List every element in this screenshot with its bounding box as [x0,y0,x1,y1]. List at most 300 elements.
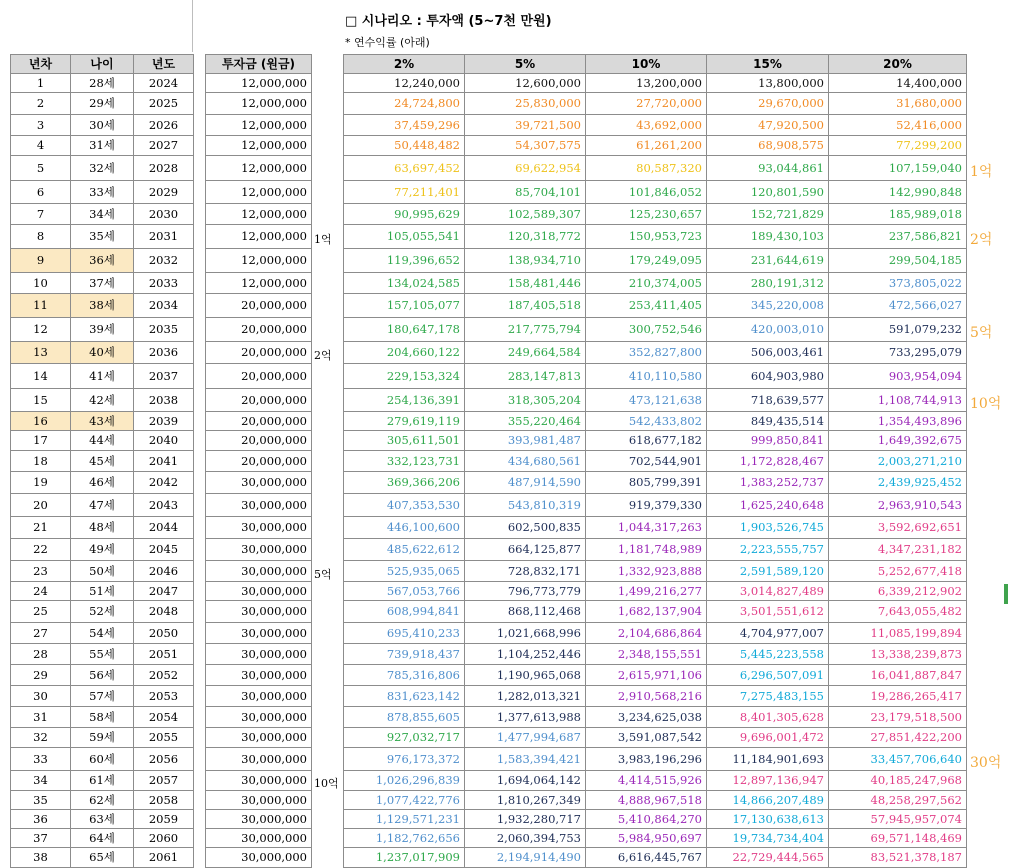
cell-result[interactable]: 61,261,200 [586,136,707,156]
cell-year[interactable]: 2032 [134,249,194,273]
cell-year[interactable]: 2034 [134,294,194,318]
cell-age[interactable]: 60세 [71,748,134,771]
cell-principal[interactable]: 30,000,000 [206,665,312,686]
cell-n[interactable]: 20 [11,494,71,517]
cell-result[interactable]: 120,318,772 [465,225,586,249]
cell-result[interactable]: 11,085,199,894 [829,623,967,644]
cell-year[interactable]: 2024 [134,74,194,93]
cell-result[interactable]: 739,918,437 [344,644,465,665]
cell-age[interactable]: 38세 [71,294,134,318]
cell-result[interactable]: 16,041,887,847 [829,665,967,686]
cell-result[interactable]: 373,805,022 [829,273,967,294]
cell-result[interactable]: 543,810,319 [465,494,586,517]
cell-year[interactable]: 2050 [134,623,194,644]
cell-year[interactable]: 2026 [134,115,194,136]
cell-result[interactable]: 604,903,980 [707,364,829,389]
cell-principal[interactable]: 30,000,000 [206,848,312,868]
cell-n[interactable]: 23 [11,561,71,582]
cell-result[interactable]: 305,611,501 [344,431,465,451]
cell-principal[interactable]: 30,000,000 [206,539,312,561]
cell-principal[interactable]: 20,000,000 [206,451,312,472]
cell-result[interactable]: 25,830,000 [465,93,586,115]
cell-year[interactable]: 2052 [134,665,194,686]
cell-result[interactable]: 12,600,000 [465,74,586,93]
header-rate-15[interactable]: 15% [707,55,829,74]
cell-result[interactable]: 24,724,800 [344,93,465,115]
cell-result[interactable]: 1,129,571,231 [344,810,465,829]
cell-result[interactable]: 695,410,233 [344,623,465,644]
cell-result[interactable]: 352,827,800 [586,342,707,364]
cell-result[interactable]: 618,677,182 [586,431,707,451]
cell-result[interactable]: 1,172,828,467 [707,451,829,472]
cell-year[interactable]: 2027 [134,136,194,156]
cell-result[interactable]: 1,026,296,839 [344,771,465,791]
cell-n[interactable]: 4 [11,136,71,156]
cell-age[interactable]: 45세 [71,451,134,472]
cell-result[interactable]: 903,954,094 [829,364,967,389]
cell-result[interactable]: 1,477,994,687 [465,728,586,748]
cell-principal[interactable]: 20,000,000 [206,318,312,342]
cell-principal[interactable]: 30,000,000 [206,644,312,665]
cell-age[interactable]: 49세 [71,539,134,561]
cell-result[interactable]: 332,123,731 [344,451,465,472]
cell-result[interactable]: 283,147,813 [465,364,586,389]
cell-result[interactable]: 1,182,762,656 [344,829,465,848]
cell-result[interactable]: 3,501,551,612 [707,601,829,623]
cell-result[interactable]: 280,191,312 [707,273,829,294]
cell-n[interactable]: 13 [11,342,71,364]
cell-result[interactable]: 14,400,000 [829,74,967,93]
cell-age[interactable]: 31세 [71,136,134,156]
cell-result[interactable]: 83,521,378,187 [829,848,967,868]
cell-result[interactable]: 40,185,247,968 [829,771,967,791]
cell-result[interactable]: 150,953,723 [586,225,707,249]
cell-principal[interactable]: 30,000,000 [206,517,312,539]
cell-result[interactable]: 48,258,297,562 [829,791,967,810]
cell-principal[interactable]: 30,000,000 [206,601,312,623]
cell-result[interactable]: 27,720,000 [586,93,707,115]
cell-year[interactable]: 2057 [134,771,194,791]
cell-principal[interactable]: 12,000,000 [206,93,312,115]
cell-age[interactable]: 35세 [71,225,134,249]
cell-result[interactable]: 345,220,008 [707,294,829,318]
cell-n[interactable]: 25 [11,601,71,623]
cell-age[interactable]: 57세 [71,686,134,707]
cell-result[interactable]: 2,439,925,452 [829,472,967,494]
cell-result[interactable]: 3,983,196,296 [586,748,707,771]
cell-age[interactable]: 40세 [71,342,134,364]
cell-principal[interactable]: 12,000,000 [206,156,312,181]
header-principal[interactable]: 투자금 (원금) [206,55,312,74]
cell-result[interactable]: 13,200,000 [586,74,707,93]
cell-result[interactable]: 1,810,267,349 [465,791,586,810]
cell-result[interactable]: 204,660,122 [344,342,465,364]
cell-result[interactable]: 6,616,445,767 [586,848,707,868]
cell-year[interactable]: 2061 [134,848,194,868]
cell-n[interactable]: 36 [11,810,71,829]
cell-result[interactable]: 5,984,950,697 [586,829,707,848]
cell-result[interactable]: 119,396,652 [344,249,465,273]
cell-result[interactable]: 120,801,590 [707,181,829,204]
cell-year[interactable]: 2044 [134,517,194,539]
cell-principal[interactable]: 12,000,000 [206,74,312,93]
cell-principal[interactable]: 12,000,000 [206,273,312,294]
cell-result[interactable]: 1,625,240,648 [707,494,829,517]
cell-result[interactable]: 976,173,372 [344,748,465,771]
cell-result[interactable]: 189,430,103 [707,225,829,249]
cell-principal[interactable]: 20,000,000 [206,294,312,318]
cell-result[interactable]: 999,850,841 [707,431,829,451]
cell-result[interactable]: 17,130,638,613 [707,810,829,829]
cell-result[interactable]: 19,286,265,417 [829,686,967,707]
cell-result[interactable]: 12,240,000 [344,74,465,93]
cell-result[interactable]: 5,445,223,558 [707,644,829,665]
cell-result[interactable]: 1,354,493,896 [829,412,967,431]
cell-year[interactable]: 2036 [134,342,194,364]
cell-n[interactable]: 3 [11,115,71,136]
cell-n[interactable]: 9 [11,249,71,273]
cell-result[interactable]: 249,664,584 [465,342,586,364]
cell-result[interactable]: 152,721,829 [707,204,829,225]
cell-result[interactable]: 6,339,212,902 [829,582,967,601]
header-rate-10[interactable]: 10% [586,55,707,74]
cell-result[interactable]: 300,752,546 [586,318,707,342]
cell-result[interactable]: 54,307,575 [465,136,586,156]
cell-year[interactable]: 2046 [134,561,194,582]
cell-result[interactable]: 77,299,200 [829,136,967,156]
cell-principal[interactable]: 30,000,000 [206,686,312,707]
cell-n[interactable]: 35 [11,791,71,810]
cell-result[interactable]: 158,481,446 [465,273,586,294]
cell-result[interactable]: 1,682,137,904 [586,601,707,623]
cell-n[interactable]: 19 [11,472,71,494]
cell-year[interactable]: 2043 [134,494,194,517]
cell-n[interactable]: 22 [11,539,71,561]
cell-age[interactable]: 56세 [71,665,134,686]
cell-principal[interactable]: 30,000,000 [206,494,312,517]
cell-n[interactable]: 17 [11,431,71,451]
cell-result[interactable]: 567,053,766 [344,582,465,601]
cell-result[interactable]: 19,734,734,404 [707,829,829,848]
cell-year[interactable]: 2039 [134,412,194,431]
cell-result[interactable]: 434,680,561 [465,451,586,472]
cell-result[interactable]: 187,405,518 [465,294,586,318]
cell-result[interactable]: 52,416,000 [829,115,967,136]
cell-year[interactable]: 2060 [134,829,194,848]
cell-result[interactable]: 2,348,155,551 [586,644,707,665]
cell-n[interactable]: 31 [11,707,71,728]
cell-principal[interactable]: 30,000,000 [206,829,312,848]
cell-result[interactable]: 1,181,748,989 [586,539,707,561]
cell-n[interactable]: 12 [11,318,71,342]
cell-result[interactable]: 7,275,483,155 [707,686,829,707]
header-rate-5[interactable]: 5% [465,55,586,74]
header-year[interactable]: 년도 [134,55,194,74]
cell-n[interactable]: 21 [11,517,71,539]
cell-result[interactable]: 134,024,585 [344,273,465,294]
cell-principal[interactable]: 20,000,000 [206,364,312,389]
header-age[interactable]: 나이 [71,55,134,74]
cell-result[interactable]: 50,448,482 [344,136,465,156]
cell-result[interactable]: 31,680,000 [829,93,967,115]
cell-n[interactable]: 33 [11,748,71,771]
cell-age[interactable]: 42세 [71,389,134,412]
cell-result[interactable]: 849,435,514 [707,412,829,431]
cell-year[interactable]: 2048 [134,601,194,623]
cell-result[interactable]: 39,721,500 [465,115,586,136]
cell-result[interactable]: 85,704,101 [465,181,586,204]
cell-age[interactable]: 46세 [71,472,134,494]
cell-result[interactable]: 47,920,500 [707,115,829,136]
cell-n[interactable]: 24 [11,582,71,601]
cell-result[interactable]: 2,910,568,216 [586,686,707,707]
cell-result[interactable]: 157,105,077 [344,294,465,318]
header-rate-20[interactable]: 20% [829,55,967,74]
cell-n[interactable]: 6 [11,181,71,204]
cell-age[interactable]: 64세 [71,829,134,848]
cell-result[interactable]: 796,773,779 [465,582,586,601]
cell-result[interactable]: 254,136,391 [344,389,465,412]
cell-year[interactable]: 2041 [134,451,194,472]
cell-result[interactable]: 210,374,005 [586,273,707,294]
cell-principal[interactable]: 20,000,000 [206,412,312,431]
cell-result[interactable]: 253,411,405 [586,294,707,318]
cell-principal[interactable]: 12,000,000 [206,204,312,225]
cell-age[interactable]: 32세 [71,156,134,181]
cell-result[interactable]: 4,704,977,007 [707,623,829,644]
cell-result[interactable]: 7,643,055,482 [829,601,967,623]
cell-result[interactable]: 472,566,027 [829,294,967,318]
cell-n[interactable]: 14 [11,364,71,389]
cell-result[interactable]: 14,866,207,489 [707,791,829,810]
cell-n[interactable]: 30 [11,686,71,707]
cell-year[interactable]: 2033 [134,273,194,294]
cell-result[interactable]: 1,377,613,988 [465,707,586,728]
cell-result[interactable]: 43,692,000 [586,115,707,136]
cell-year[interactable]: 2053 [134,686,194,707]
cell-result[interactable]: 927,032,717 [344,728,465,748]
cell-result[interactable]: 1,583,394,421 [465,748,586,771]
cell-result[interactable]: 3,592,692,651 [829,517,967,539]
cell-result[interactable]: 868,112,468 [465,601,586,623]
cell-result[interactable]: 542,433,802 [586,412,707,431]
cell-result[interactable]: 473,121,638 [586,389,707,412]
cell-principal[interactable]: 12,000,000 [206,249,312,273]
cell-result[interactable]: 2,615,971,106 [586,665,707,686]
cell-result[interactable]: 69,622,954 [465,156,586,181]
cell-age[interactable]: 30세 [71,115,134,136]
cell-result[interactable]: 5,252,677,418 [829,561,967,582]
cell-result[interactable]: 299,504,185 [829,249,967,273]
cell-result[interactable]: 487,914,590 [465,472,586,494]
cell-result[interactable]: 831,623,142 [344,686,465,707]
cell-result[interactable]: 77,211,401 [344,181,465,204]
cell-result[interactable]: 446,100,600 [344,517,465,539]
cell-result[interactable]: 602,500,835 [465,517,586,539]
cell-age[interactable]: 28세 [71,74,134,93]
cell-result[interactable]: 1,044,317,263 [586,517,707,539]
cell-result[interactable]: 22,729,444,565 [707,848,829,868]
cell-principal[interactable]: 30,000,000 [206,728,312,748]
cell-year[interactable]: 2030 [134,204,194,225]
cell-year[interactable]: 2028 [134,156,194,181]
cell-result[interactable]: 1,649,392,675 [829,431,967,451]
cell-result[interactable]: 664,125,877 [465,539,586,561]
cell-result[interactable]: 107,159,040 [829,156,967,181]
cell-n[interactable]: 29 [11,665,71,686]
cell-result[interactable]: 2,104,686,864 [586,623,707,644]
cell-result[interactable]: 3,014,827,489 [707,582,829,601]
cell-n[interactable]: 27 [11,623,71,644]
cell-age[interactable]: 33세 [71,181,134,204]
cell-result[interactable]: 33,457,706,640 [829,748,967,771]
cell-age[interactable]: 51세 [71,582,134,601]
cell-result[interactable]: 318,305,204 [465,389,586,412]
cell-principal[interactable]: 30,000,000 [206,810,312,829]
cell-result[interactable]: 718,639,577 [707,389,829,412]
cell-year[interactable]: 2054 [134,707,194,728]
cell-principal[interactable]: 30,000,000 [206,472,312,494]
cell-result[interactable]: 102,589,307 [465,204,586,225]
cell-result[interactable]: 185,989,018 [829,204,967,225]
cell-result[interactable]: 138,934,710 [465,249,586,273]
cell-result[interactable]: 506,003,461 [707,342,829,364]
cell-age[interactable]: 59세 [71,728,134,748]
cell-result[interactable]: 608,994,841 [344,601,465,623]
cell-year[interactable]: 2058 [134,791,194,810]
cell-result[interactable]: 1,190,965,068 [465,665,586,686]
cell-result[interactable]: 37,459,296 [344,115,465,136]
cell-age[interactable]: 47세 [71,494,134,517]
cell-age[interactable]: 52세 [71,601,134,623]
cell-age[interactable]: 44세 [71,431,134,451]
cell-result[interactable]: 2,591,589,120 [707,561,829,582]
cell-result[interactable]: 3,591,087,542 [586,728,707,748]
cell-result[interactable]: 11,184,901,693 [707,748,829,771]
cell-result[interactable]: 3,234,625,038 [586,707,707,728]
cell-age[interactable]: 39세 [71,318,134,342]
cell-principal[interactable]: 12,000,000 [206,225,312,249]
cell-year[interactable]: 2056 [134,748,194,771]
cell-n[interactable]: 8 [11,225,71,249]
cell-result[interactable]: 591,079,232 [829,318,967,342]
cell-result[interactable]: 1,104,252,446 [465,644,586,665]
cell-result[interactable]: 142,990,848 [829,181,967,204]
cell-result[interactable]: 279,619,119 [344,412,465,431]
cell-result[interactable]: 1,077,422,776 [344,791,465,810]
cell-principal[interactable]: 20,000,000 [206,389,312,412]
cell-age[interactable]: 34세 [71,204,134,225]
cell-year[interactable]: 2045 [134,539,194,561]
cell-result[interactable]: 525,935,065 [344,561,465,582]
cell-n[interactable]: 1 [11,74,71,93]
cell-age[interactable]: 65세 [71,848,134,868]
cell-result[interactable]: 2,003,271,210 [829,451,967,472]
cell-result[interactable]: 9,696,001,472 [707,728,829,748]
cell-principal[interactable]: 30,000,000 [206,771,312,791]
cell-result[interactable]: 420,003,010 [707,318,829,342]
cell-result[interactable]: 878,855,605 [344,707,465,728]
cell-year[interactable]: 2037 [134,364,194,389]
cell-n[interactable]: 37 [11,829,71,848]
cell-result[interactable]: 2,060,394,753 [465,829,586,848]
cell-result[interactable]: 1,383,252,737 [707,472,829,494]
cell-principal[interactable]: 12,000,000 [206,115,312,136]
cell-principal[interactable]: 20,000,000 [206,342,312,364]
cell-result[interactable]: 12,897,136,947 [707,771,829,791]
cell-result[interactable]: 101,846,052 [586,181,707,204]
cell-n[interactable]: 2 [11,93,71,115]
cell-result[interactable]: 702,544,901 [586,451,707,472]
cell-result[interactable]: 179,249,095 [586,249,707,273]
cell-result[interactable]: 1,932,280,717 [465,810,586,829]
cell-result[interactable]: 2,223,555,757 [707,539,829,561]
cell-principal[interactable]: 30,000,000 [206,582,312,601]
cell-year[interactable]: 2040 [134,431,194,451]
cell-result[interactable]: 180,647,178 [344,318,465,342]
cell-result[interactable]: 1,903,526,745 [707,517,829,539]
cell-year[interactable]: 2051 [134,644,194,665]
cell-result[interactable]: 231,644,619 [707,249,829,273]
cell-n[interactable]: 5 [11,156,71,181]
cell-result[interactable]: 2,963,910,543 [829,494,967,517]
cell-year[interactable]: 2055 [134,728,194,748]
cell-result[interactable]: 90,995,629 [344,204,465,225]
cell-result[interactable]: 68,908,575 [707,136,829,156]
cell-n[interactable]: 11 [11,294,71,318]
cell-principal[interactable]: 12,000,000 [206,181,312,204]
cell-n[interactable]: 16 [11,412,71,431]
cell-result[interactable]: 125,230,657 [586,204,707,225]
cell-result[interactable]: 410,110,580 [586,364,707,389]
cell-year[interactable]: 2038 [134,389,194,412]
cell-n[interactable]: 15 [11,389,71,412]
cell-result[interactable]: 785,316,806 [344,665,465,686]
cell-result[interactable]: 80,587,320 [586,156,707,181]
cell-age[interactable]: 50세 [71,561,134,582]
header-rate-2[interactable]: 2% [344,55,465,74]
cell-result[interactable]: 1,499,216,277 [586,582,707,601]
cell-age[interactable]: 54세 [71,623,134,644]
cell-result[interactable]: 407,353,530 [344,494,465,517]
cell-result[interactable]: 57,945,957,074 [829,810,967,829]
cell-year[interactable]: 2047 [134,582,194,601]
cell-principal[interactable]: 30,000,000 [206,791,312,810]
cell-age[interactable]: 61세 [71,771,134,791]
cell-result[interactable]: 1,694,064,142 [465,771,586,791]
cell-result[interactable]: 728,832,171 [465,561,586,582]
cell-year[interactable]: 2042 [134,472,194,494]
cell-n[interactable]: 32 [11,728,71,748]
cell-n[interactable]: 10 [11,273,71,294]
cell-year[interactable]: 2031 [134,225,194,249]
cell-result[interactable]: 229,153,324 [344,364,465,389]
cell-age[interactable]: 36세 [71,249,134,273]
cell-result[interactable]: 5,410,864,270 [586,810,707,829]
cell-age[interactable]: 37세 [71,273,134,294]
cell-result[interactable]: 355,220,464 [465,412,586,431]
cell-principal[interactable]: 30,000,000 [206,707,312,728]
cell-result[interactable]: 919,379,330 [586,494,707,517]
cell-result[interactable]: 4,888,967,518 [586,791,707,810]
cell-n[interactable]: 18 [11,451,71,472]
cell-age[interactable]: 63세 [71,810,134,829]
cell-result[interactable]: 8,401,305,628 [707,707,829,728]
cell-principal[interactable]: 30,000,000 [206,748,312,771]
cell-year[interactable]: 2029 [134,181,194,204]
cell-result[interactable]: 1,237,017,909 [344,848,465,868]
cell-result[interactable]: 4,414,515,926 [586,771,707,791]
